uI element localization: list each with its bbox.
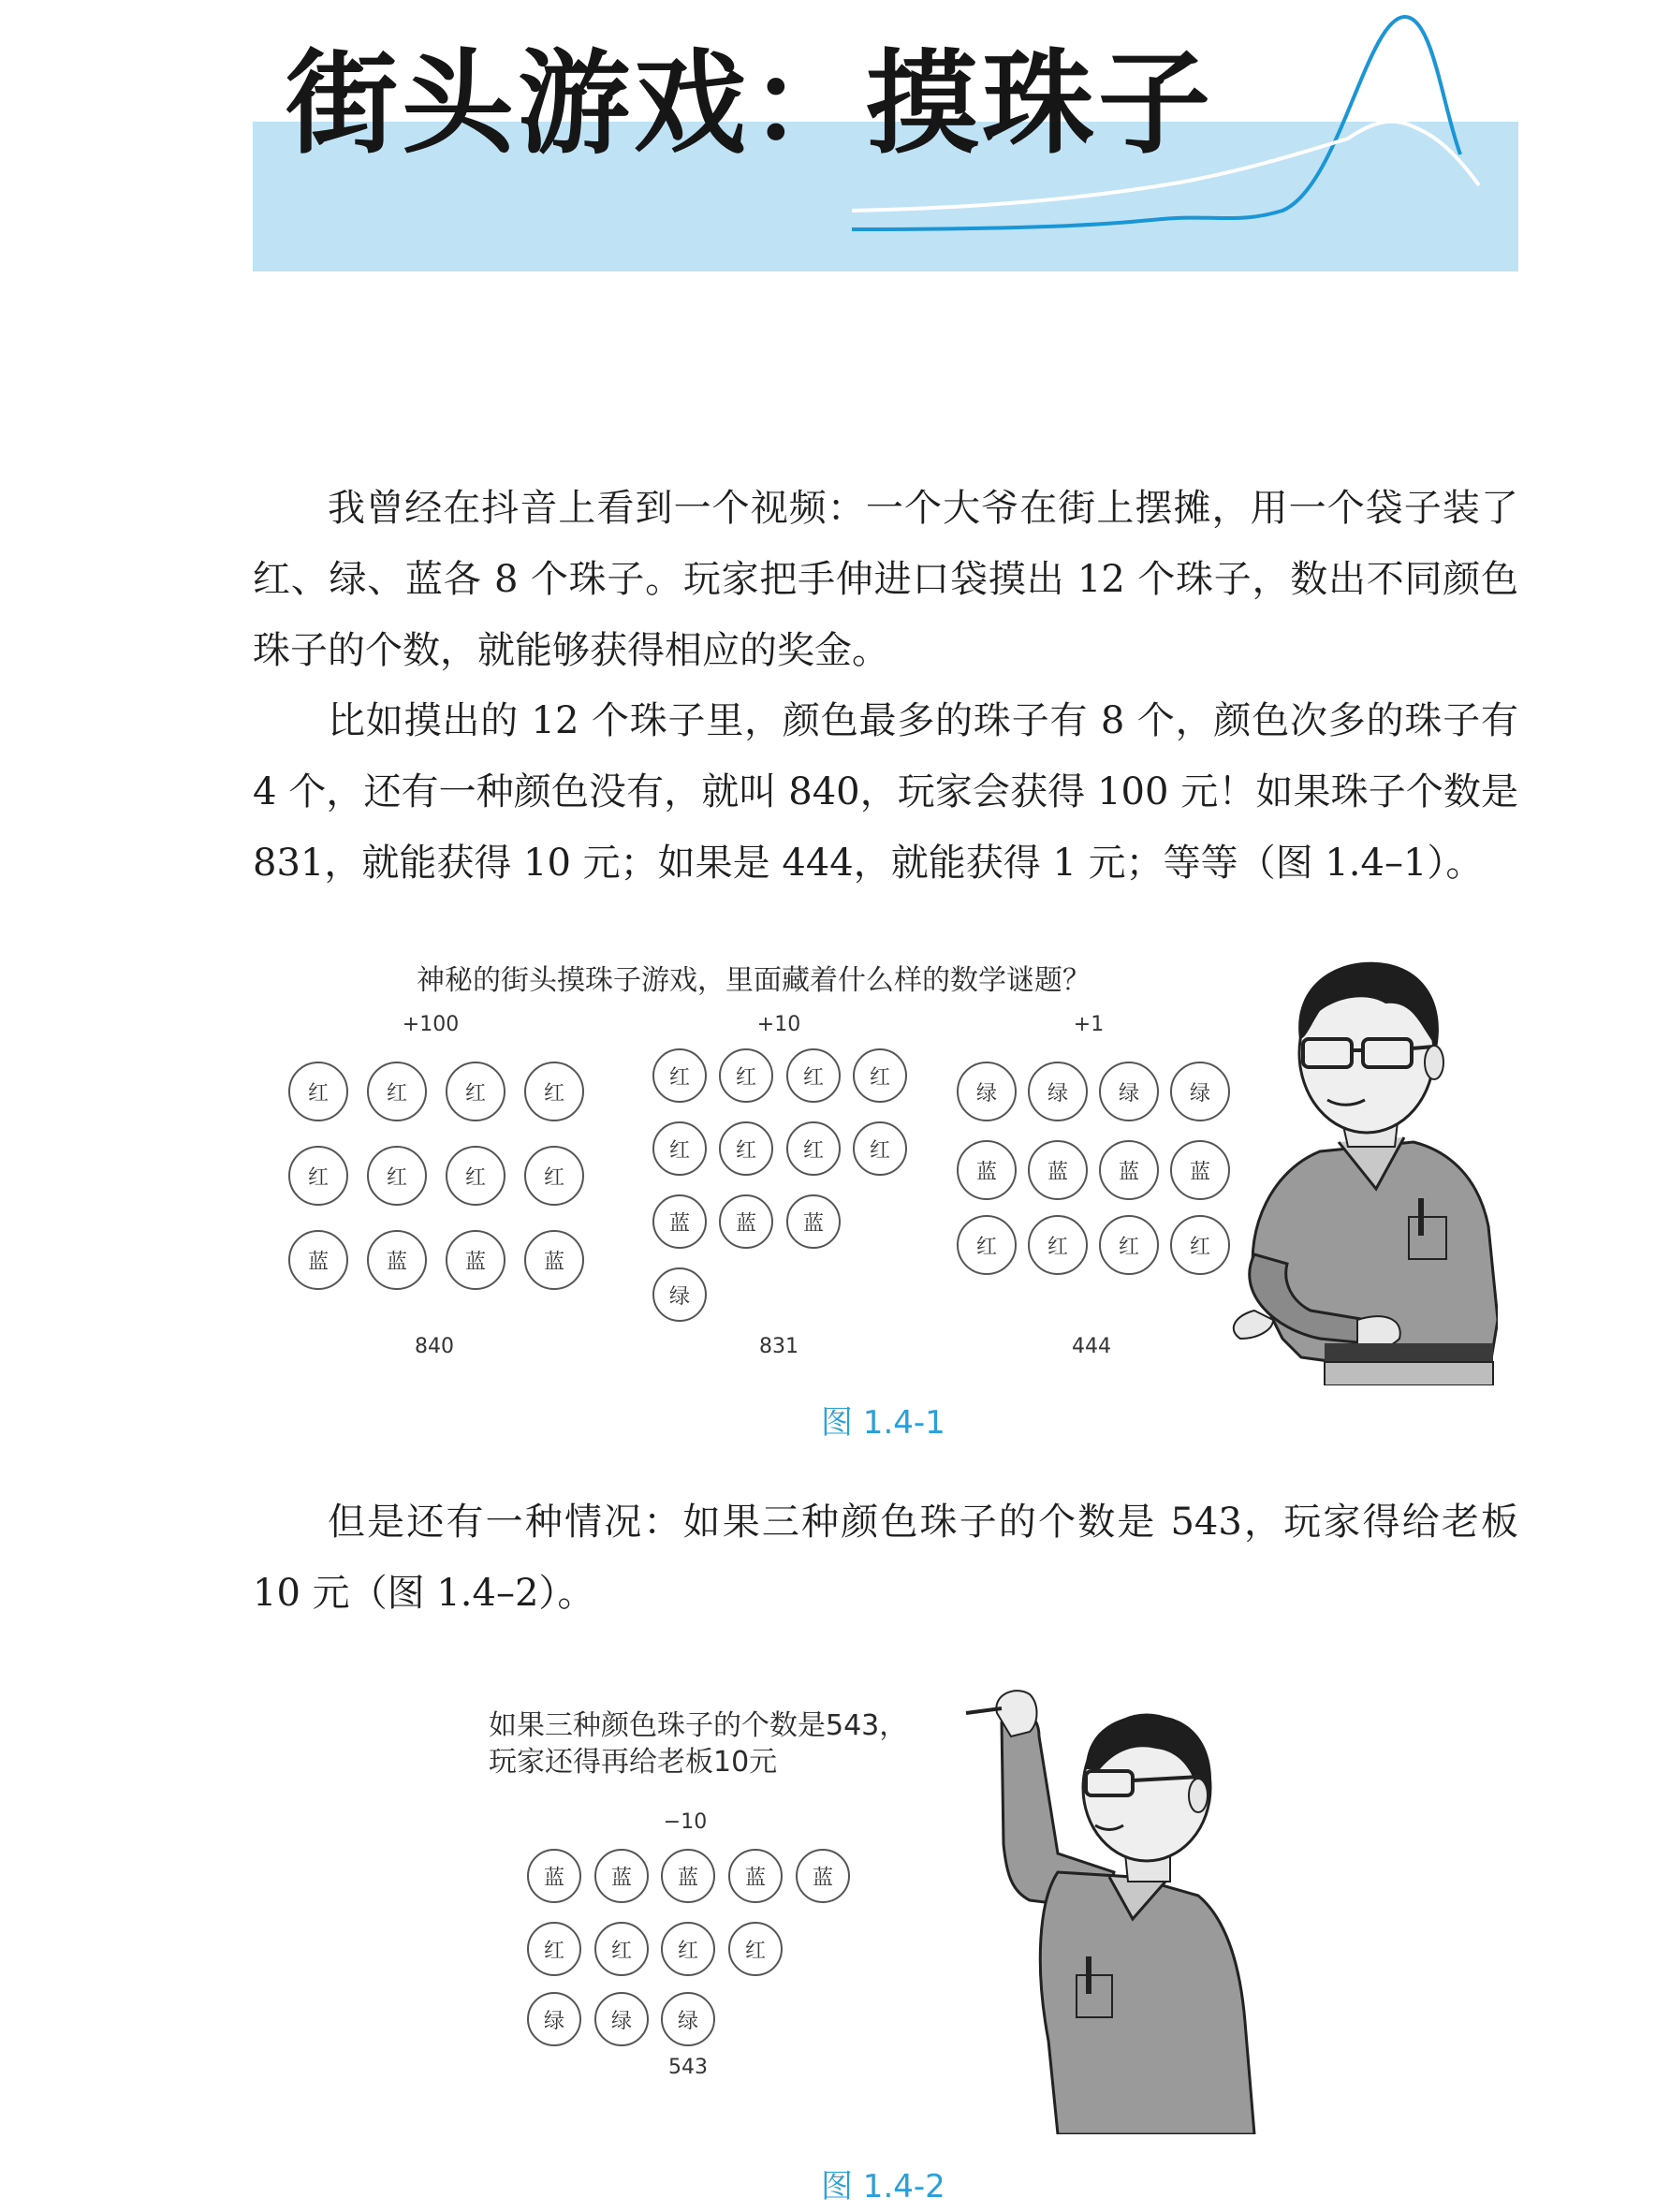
bead: 蓝 xyxy=(796,1849,850,1903)
bead: 红 xyxy=(1170,1215,1230,1275)
bead: 绿 xyxy=(661,1992,715,2046)
bead: 红 xyxy=(661,1922,715,1976)
bead: 绿 xyxy=(957,1062,1017,1121)
figure1-title: 神秘的街头摸珠子游戏，里面藏着什么样的数学谜题？ xyxy=(417,964,1091,997)
paragraph-penalty: 但是还有一种情况：如果三种颜色珠子的个数是 543，玩家得给老板 10 元（图 1.4–2）。 xyxy=(253,1501,1518,1615)
bead: 绿 xyxy=(652,1267,707,1322)
bead: 红 xyxy=(527,1922,581,1976)
bead: 红 xyxy=(652,1121,707,1176)
figure2-code: 543 xyxy=(668,2056,708,2079)
bead: 红 xyxy=(524,1146,584,1206)
bead: 红 xyxy=(367,1146,427,1206)
bead: 红 xyxy=(719,1048,773,1103)
bead: 绿 xyxy=(527,1992,581,2046)
bead: 红 xyxy=(652,1048,707,1103)
group1-code: 840 xyxy=(415,1335,454,1358)
page-title: 街头游戏：摸珠子 xyxy=(286,39,1214,169)
bead: 蓝 xyxy=(719,1194,773,1249)
bead: 红 xyxy=(786,1121,841,1176)
bead: 红 xyxy=(728,1922,783,1976)
bead: 红 xyxy=(786,1048,841,1103)
bead: 红 xyxy=(446,1146,505,1206)
bead: 蓝 xyxy=(527,1849,581,1903)
bead: 蓝 xyxy=(446,1230,505,1290)
bead: 蓝 xyxy=(524,1230,584,1290)
bead: 蓝 xyxy=(652,1194,707,1249)
bead: 红 xyxy=(1099,1215,1159,1275)
bead: 蓝 xyxy=(1028,1140,1088,1200)
group2-code: 831 xyxy=(759,1335,798,1358)
bead: 红 xyxy=(446,1062,505,1121)
presenter-illustration xyxy=(1217,945,1498,1385)
paragraph-example: 比如摸出的 12 个珠子里，颜色最多的珠子有 8 个，颜色次多的珠子有 4 个，还有一种颜色没有，就叫 840，玩家会获得 100 元！如果珠子个数是 831，就能获得 10 元；如果是 444，就能获得 1 元；等等（图 1.4–1）。 xyxy=(253,699,1518,885)
bead: 蓝 xyxy=(594,1849,649,1903)
group2-prize: +10 xyxy=(756,1013,801,1036)
bead: 蓝 xyxy=(786,1194,841,1249)
bead: 绿 xyxy=(594,1992,649,2046)
group1-prize: +100 xyxy=(402,1013,460,1036)
figure2-title-line2: 玩家还得再给老板10元 xyxy=(489,1746,778,1779)
figure2-caption: 图 1.4-2 xyxy=(821,2168,945,2205)
figure2-prize: −10 xyxy=(663,1810,708,1834)
bead: 红 xyxy=(524,1062,584,1121)
bead: 蓝 xyxy=(367,1230,427,1290)
bead: 红 xyxy=(288,1146,348,1206)
bead: 红 xyxy=(853,1121,907,1176)
bead: 红 xyxy=(957,1215,1017,1275)
bead: 红 xyxy=(853,1048,907,1103)
figure1-caption: 图 1.4-1 xyxy=(821,1404,945,1442)
bead: 红 xyxy=(367,1062,427,1121)
bead: 蓝 xyxy=(957,1140,1017,1200)
paragraph-intro: 我曾经在抖音上看到一个视频：一个大爷在街上摆摊，用一个袋子装了红、绿、蓝各 8 个珠子。玩家把手伸进口袋摸出 12 个珠子，数出不同颜色珠子的个数，就能够获得相应的奖金。 xyxy=(253,487,1518,672)
bead: 蓝 xyxy=(661,1849,715,1903)
bead: 蓝 xyxy=(288,1230,348,1290)
presenter-writing-illustration xyxy=(945,1685,1264,2134)
bead: 红 xyxy=(288,1062,348,1121)
bead: 红 xyxy=(594,1922,649,1976)
group3-prize: +1 xyxy=(1073,1013,1105,1036)
bead: 红 xyxy=(1028,1215,1088,1275)
group3-code: 444 xyxy=(1072,1335,1111,1358)
bead: 蓝 xyxy=(1099,1140,1159,1200)
bead: 绿 xyxy=(1028,1062,1088,1121)
bead: 绿 xyxy=(1099,1062,1159,1121)
bead: 绿 xyxy=(1170,1062,1230,1121)
bead: 蓝 xyxy=(728,1849,783,1903)
figure2-title-line1: 如果三种颜色珠子的个数是543， xyxy=(489,1709,908,1742)
bead: 蓝 xyxy=(1170,1140,1230,1200)
bead: 红 xyxy=(719,1121,773,1176)
